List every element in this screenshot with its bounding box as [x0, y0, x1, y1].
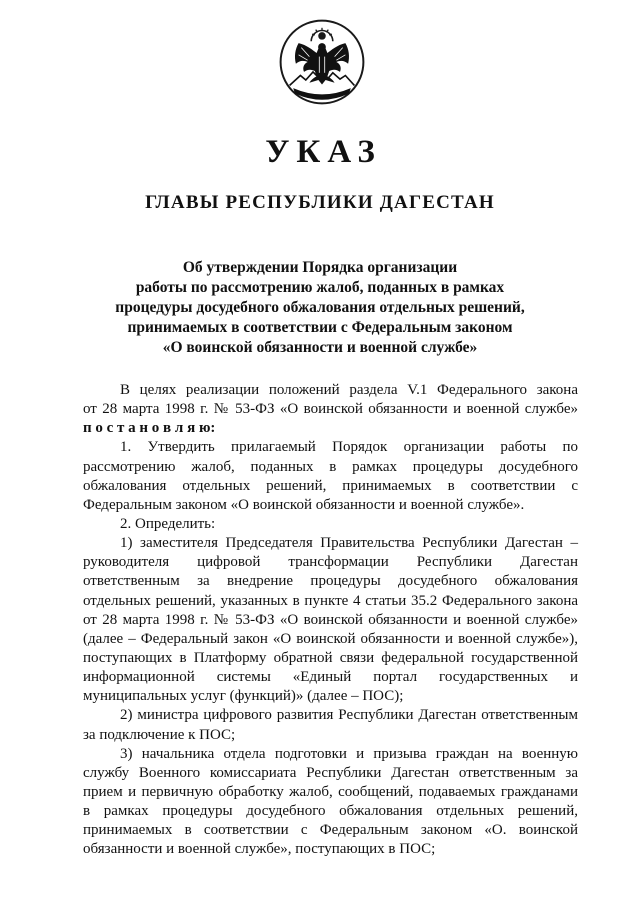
body-line: от 28 марта 1998 г. № 53-ФЗ «О воинской обязанности и военной службе» — [83, 611, 578, 628]
body-line: прием и первичную обработку жалоб, сообщений, подаваемых гражданами — [83, 783, 578, 800]
body-line: поступающих в Платформу обратной связи федеральной государственной — [83, 649, 578, 666]
body-line: 2. Определить: — [120, 515, 216, 532]
body-line: 3) начальника отдела подготовки и призыва граждан на военную — [120, 745, 578, 762]
title-line: процедуры досудебного обжалования отдельных решений, — [115, 299, 525, 316]
resolution-word: п о с т а н о в л я ю: — [83, 420, 216, 437]
body-line: рассмотрению жалоб, поданных в рамках процедуры досудебного — [83, 458, 578, 475]
body-line: 1) заместителя Председателя Правительства Республики Дагестан – — [120, 535, 578, 552]
decree-issuer: ГЛАВЫ РЕСПУБЛИКИ ДАГЕСТАН — [145, 192, 495, 213]
decree-title — [0, 258, 640, 358]
title-line: работы по рассмотрению жалоб, поданных в рамках — [135, 279, 505, 296]
body-line: Федеральным законом «О воинской обязанности и военной службе». — [83, 496, 525, 513]
body-line: в рамках процедуры досудебного обжалования отдельных решений, — [83, 803, 578, 820]
title-line: Об утверждении Порядка организации — [182, 259, 458, 276]
body-line: (далее – Федеральный закон «О воинской обязанности и военной службе»), — [83, 630, 578, 647]
title-line: «О воинской обязанности и военной службе» — [162, 339, 478, 356]
body-line: В целях реализации положений раздела V.1 Федерального закона — [120, 382, 578, 398]
title-line: принимаемых в соответствии с Федеральным законом — [127, 319, 513, 336]
decree-body — [83, 381, 578, 860]
sun-shape — [311, 28, 333, 42]
body-line: от 28 марта 1998 г. № 53-ФЗ «О воинской обязанности и военной службе» — [83, 401, 578, 418]
body-line: принимаемых в соответствии с Федеральным законом «О. воинской — [83, 822, 578, 839]
decree-heading: УКАЗ — [265, 134, 382, 170]
body-line: информационной системы «Единый портал государственных и — [83, 669, 578, 686]
body-line: ответственным за внедрение процедуры досудебного обжалования — [83, 573, 578, 590]
body-line: обжалования отдельных решений, принимаемых в соответствии с — [83, 477, 578, 494]
body-line: службу Военного комиссариата Республики Дагестан ответственным за — [83, 764, 578, 781]
body-line: 1. Утвердить прилагаемый Порядок организации работы по — [120, 439, 578, 456]
body-line: руководителя цифровой трансформации Республики Дагестан — [83, 554, 578, 571]
body-line: муниципальных услуг (функций)» (далее – ПОС); — [83, 688, 404, 705]
body-line: за подключение к ПОС; — [83, 726, 236, 743]
body-line: обязанности и военной службе», поступающих в ПОС; — [83, 841, 436, 858]
body-line: отдельных решений, указанных в пункте 4 статьи 35.2 Федерального закона — [83, 592, 578, 609]
body-line: 2) министра цифрового развития Республики Дагестан ответственным — [120, 707, 578, 724]
coat-of-arms-icon — [277, 16, 367, 108]
